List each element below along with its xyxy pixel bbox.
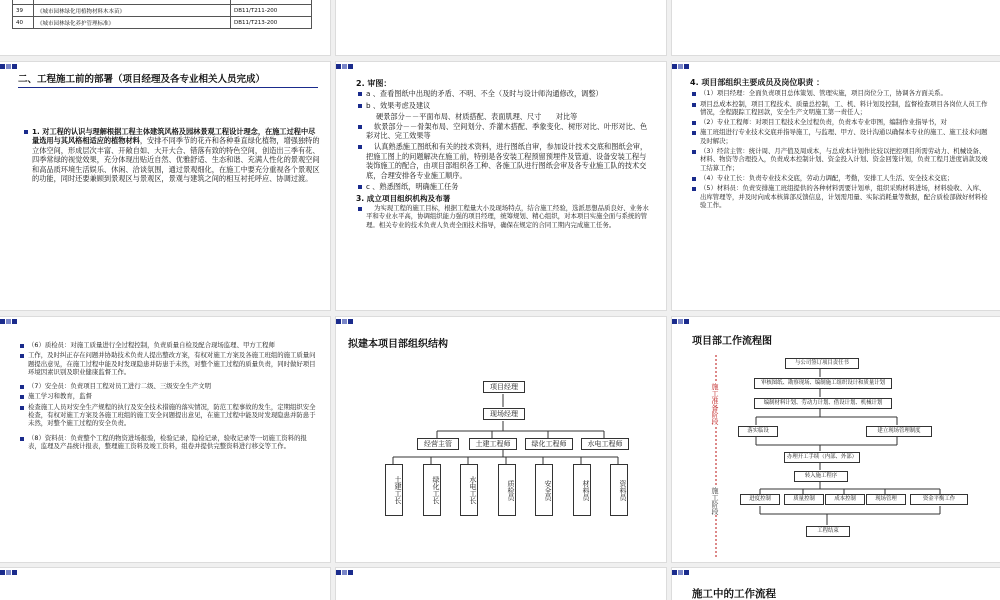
responsibility-item: 施工班组进行专业技术交底并指导施工，与监理、甲方、设计沟通以确保本专业的施工、施工技术问题及时解决； (690, 128, 988, 145)
flow-step-schedule-control: 进度控制 (740, 494, 780, 505)
organization-text: 为实现工程的施工目标，根据工程量大小及现场特点，结合施工经验，选派思想品质良好、业务水平和专业水平高，协调组织能力强的项目经理，统筹规划、精心组织，对本项目实施全面与系统的管理。相关专业的技术负责人负责全面技术指导，确保在规定的合同工期内完成施工任务。 (356, 204, 652, 229)
flow-step-fund-balance: 资金平衡工作 (910, 494, 968, 505)
slide-2 (336, 0, 666, 55)
responsibility-item: 项目总成本控制，项目工程技术、质量总控制，工、机、料计划及控制，监督检查项目各岗位人员工作情况，全程跟踪工程回款，安全生产文明施工第一责任人； (690, 100, 988, 117)
slide-8 (336, 317, 666, 562)
table-row (13, 5, 312, 17)
review-item-b1: 硬景部分－－平面布局、材质搭配、表面肌理、尺寸 对比等 (376, 112, 578, 122)
responsibilities-continued (18, 341, 316, 452)
org-material-officer: 材料员 (573, 464, 591, 516)
flow-step-plans: 编制材料计划、劳动力计划、借设计划、机械计划 (754, 398, 892, 409)
slide-header-decoration (0, 317, 18, 331)
responsibility-item: 检查施工人员对安全生产规程的执行及安全技术措施的落实情况，防范工程事故的发生，定期组织安全检查，有权对施工方案及各施工班组的施工安全问题提出意见，在施工过程中能及时发现隐患并防患于未然，对整个施工过程的安全负责。 (18, 403, 316, 428)
flow-step-review-design: 审核图纸、勘察现场、编制施工组织设计和质量计划 (754, 378, 892, 389)
org-greening-engineer: 绿化工程师 (525, 438, 573, 450)
slide-7 (0, 317, 330, 562)
responsibilities-block (690, 79, 988, 211)
org-chart-title: 拟建本项目部组织结构 (348, 339, 448, 350)
drawing-review-block (356, 79, 652, 231)
slide-12 (672, 568, 1000, 600)
flow-step-cost-control: 成本控制 (825, 494, 865, 505)
flow-step-contract: 与公司签订项目责任书 (785, 358, 859, 369)
org-civil-foreman: 土建工长 (385, 464, 403, 516)
section-heading: 二、工程施工前的部署（项目经理及各专业相关人员完成） (18, 71, 318, 88)
row-code: DB11/T213-200 (231, 17, 312, 29)
row-no: 39 (13, 5, 34, 17)
drawing-review-title: 2. 审图： (356, 79, 392, 88)
slide-11 (336, 568, 666, 600)
responsibility-item: （3）经营主管：统计周、月产值及周成本，与总成本计划作比较以把控项目所需劳动力、机械设备、材料、物资等合理投入，负责成本控制计划、资金投入计划、资金回笼计划，负责工程月进度请款及竣工结算工作； (690, 147, 988, 172)
slide-9 (672, 317, 1000, 562)
org-mep-engineer: 水电工程师 (581, 438, 629, 450)
construction-workflow-title: 施工中的工作流程 (692, 588, 776, 600)
understanding-paragraph (22, 127, 322, 183)
prep-phase-label: 施工准备阶段 (711, 383, 719, 425)
org-civil-engineer: 土建工程师 (469, 438, 517, 450)
responsibility-item: （5）材料员：负责安排施工班组提供的各种材料需要计划单，组织采购材料进场，材料验收、入库、出库管理等，并及时向成本核算部反馈信息，计划需用量、实际消耗量等数据，配合质检部做好材料检验工作。 (690, 184, 988, 209)
row-name: 《城市园林绿化用植物材料木本苗》 (34, 5, 231, 17)
responsibility-item: （6）质检员：对施工质量进行全过程控制，负责质量自检及配合现场监理、甲方工程师 (18, 341, 316, 349)
row-code: DB11/T211-200 (231, 5, 312, 17)
org-safety-officer: 安全员 (535, 464, 553, 516)
responsibility-item: （1）项目经理：全面负责项目总体策划、管理实施，项目岗位分工，协调各方面关系。 (690, 89, 988, 97)
flow-step-temporary-facilities: 落实临设 (738, 426, 778, 437)
responsibility-item: （7）安全员：负责项目工程对员工进行二级、三级安全生产文明 (18, 382, 316, 390)
understanding-text: ，安排不同季节的花卉和各种垂直绿化植物，增强独特的立体空间，形成层次丰富、开敞自如、大开大合、错落有致的特色空间，创造出三季有花、四季常绿的视觉效果，充分体现出贴近自然、优雅舒适、生态和谐、充满人性化的景观空间和高品质环境生活娱乐、休闲、洽谈氛围，通过景观细化，在施工中要充分重视各个景观区的功能，同时还要兼顾到景观区与景观区，景观与建筑之间的相互衬托呼应、协调过渡。 (32, 136, 320, 184)
slide-header-decoration (0, 62, 18, 76)
org-greening-foreman: 绿化工长 (423, 464, 441, 516)
reference-table (12, 0, 312, 29)
responsibility-item: 工作，及时纠正存在问题并协助技术负责人提出整改方案，有权对施工方案及各施工班组的施工质量问题提出意见，在施工过程中能及时发现隐患并防患于未然，对整个施工过程的质量负责，同时做好项目环境因素识别及职业健康监督工作。 (18, 351, 316, 376)
slide-header-decoration (336, 62, 354, 76)
flow-step-site-rules: 建立现场管理制度 (866, 426, 932, 437)
row-name: 《城市园林绿化养护管理标准》 (34, 17, 231, 29)
review-item-b3: 认真熟悉施工图纸和有关的技术资料，进行图纸自审，参加设计技术交底和图纸会审，把施工图上的问题解决在施工前，特别是各安装工程预留预埋件及管道、设备安装工程与装饰施工的配合，由项目部组织各工种、各施工队进行图纸会审及各专业施工队的技术交底，合理安排各专业施工顺序。 (356, 142, 652, 180)
org-project-manager: 项目经理 (483, 381, 525, 393)
slide-3 (672, 0, 1000, 55)
responsibility-item: 施工学习和教育，监督 (18, 392, 316, 400)
row-no: 40 (13, 17, 34, 29)
organization-title: 3. 成立项目组织机构及布署 (356, 194, 451, 204)
understanding-bold: 1. 对工程的认识与理解根据工程主体建筑风格及园林景观工程设计理念，在施工过程中尽量选用与其风格相适应的植物材料 (32, 127, 316, 146)
org-mep-foreman: 水电工长 (460, 464, 478, 516)
responsibility-item: （2）专业工程师：对项目工程技术全过程负责，负责本专业审图，编制作业指导书，对 (690, 118, 988, 126)
slide-header-decoration (672, 62, 690, 76)
table-row (13, 17, 312, 29)
workflow-title: 项目部工作流程图 (692, 336, 772, 347)
review-item-c: c 、熟悉图纸，明确施工任务 (356, 182, 652, 191)
responsibility-item: （8）资料员：负责整个工程的物资进场报验，检验记录，隐检记录，验收记录等一切施工资料的报表，监理及产品统计报表，整理施工资料及竣工资料，组卷并提供完整资料进行移交等工作。 (18, 434, 316, 451)
construction-phase-label: 施工阶段 (711, 487, 719, 515)
org-business-supervisor: 经营主管 (417, 438, 459, 450)
slide-6 (672, 62, 1000, 310)
responsibilities-title: 4. 项目部组织主要成员及岗位职责 ： (690, 78, 825, 87)
flow-step-quality-control: 质量控制 (784, 494, 824, 505)
responsibility-item: （4）专业工长：负责专业技术交底，劳动力调配，考勤，安排工人生活、安全技术交底； (690, 174, 988, 182)
org-site-manager: 现场经理 (483, 408, 525, 420)
slide-1 (0, 0, 330, 55)
slide-4 (0, 62, 330, 310)
org-quality-inspector: 质检员 (498, 464, 516, 516)
slide-5 (336, 62, 666, 310)
slide-10 (0, 568, 330, 600)
flow-step-project-end: 工程结束 (806, 526, 850, 537)
flow-step-start-construction: 转入施工程序 (794, 471, 848, 482)
flow-step-permits: 办理开工手续（内部、外部） (784, 452, 860, 463)
slide-header-decoration (0, 568, 18, 582)
flow-step-site-management: 现场管理 (866, 494, 906, 505)
org-document-officer: 资料员 (610, 464, 628, 516)
slide-header-decoration (672, 568, 690, 582)
review-item-b2: 软景部分－－骨架布局、空间划分、乔灌木搭配、季象变化、树形对比、叶形对比、色彩对比、完工效果等 (356, 122, 652, 141)
review-item-b: b 、效果考虑及建议 (356, 101, 652, 110)
slide-header-decoration (336, 568, 354, 582)
review-item-a: a 、查看图纸中出现的矛盾、不明、不全（及时与设计师沟通修改，调整） (356, 89, 652, 98)
